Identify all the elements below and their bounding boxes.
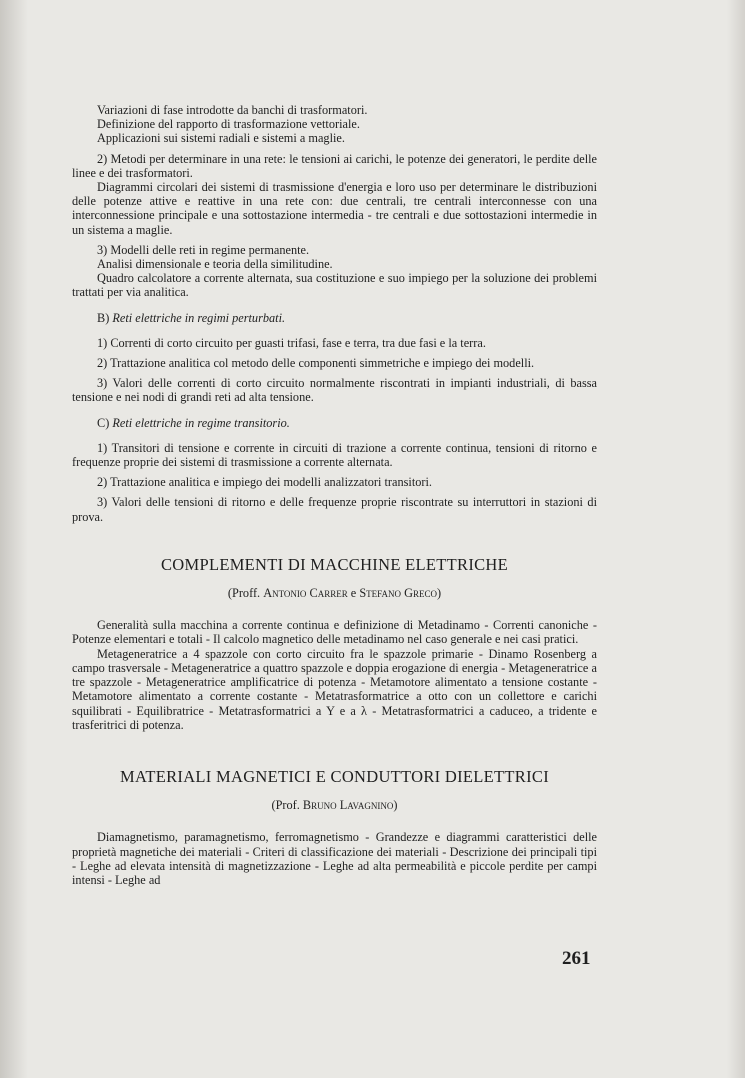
section-c-heading — [72, 416, 597, 430]
page-content — [72, 103, 597, 887]
course-1-paragraph-2: Metageneratrice a 4 spazzole con corto circuito fra le spazzole primarie - Dinamo Rosenberg a campo trasversale - Metageneratrice a quattro spazzole e doppia erogazione di energia - Metageneratrice a tre spazzole - Metageneratrice amplificatrice di potenza - Metamotore alimentato a tensione costante - Metamotore alimentato a corrente costante - Metatrasformatrice a otto con un collettore e carichi squilibrati - Equilibratrice - Metatrasformatrici a Y e a λ - Metatrasformatrici a caduceo, a tridente e trasferitrici di potenza. — [72, 646, 597, 732]
section-b-item-3: 3) Valori delle correnti di corto circuito normalmente riscontrati in impianti industriali, di bassa tensione e nei nodi di grandi reti ad alta tensione. — [72, 376, 597, 405]
page-number: 261 — [562, 948, 591, 969]
intro-line-3: Applicazioni sui sistemi radiali e sistemi a maglie. — [97, 131, 345, 146]
section-b-title: Reti elettriche in regimi perturbati. — [112, 310, 286, 325]
course-2-professor — [72, 798, 597, 812]
section-b-prefix: B) — [97, 310, 110, 325]
item-a3-analysis: Analisi dimensionale e teoria della similitudine. — [97, 257, 333, 272]
course-1-prof-join: e — [350, 586, 357, 601]
item-a3-calculator: Quadro calcolatore a corrente alternata, sua costituzione e suo impiego per la soluzione dei problemi trattati per via analitica. — [72, 271, 597, 300]
course-1-prof-name-1: Antonio Carrer — [263, 586, 348, 601]
course-2-prof-prefix: (Prof. — [271, 798, 300, 813]
course-2-paragraph-1: Diamagnetismo, paramagnetismo, ferromagnetismo - Grandezze e diagrammi caratteristici delle proprietà magnetiche dei materiali - Criteri di classificazione dei materiali - Descrizione dei principali tipi - Leghe ad elevata intensità di magnetizzazione - Leghe ad alta permeabilità e piccole perdite per campi intensi - Leghe ad — [72, 830, 597, 887]
item-a3: 3) Modelli delle reti in regime permanente. — [97, 242, 310, 257]
intro-line-2: Definizione del rapporto di trasformazione vettoriale. — [97, 117, 360, 132]
section-b-item-2: 2) Trattazione analitica col metodo delle componenti simmetriche e impiego dei modelli. — [97, 356, 535, 371]
course-2-title: MATERIALI MAGNETICI E CONDUTTORI DIELETTRICI — [119, 766, 549, 786]
intro-line-1: Variazioni di fase introdotte da banchi di trasformatori. — [97, 103, 368, 117]
section-c-title: Reti elettriche in regime transitorio. — [112, 415, 290, 430]
course-1-title: COMPLEMENTI DI MACCHINE ELETTRICHE — [160, 554, 509, 574]
course-1-prof-name-2: Stefano Greco — [359, 586, 437, 601]
course-2-prof-suffix: ) — [393, 798, 398, 813]
course-2-prof-name: Bruno Lavagnino — [302, 798, 394, 813]
section-c-item-2: 2) Trattazione analitica e impiego dei modelli analizzatori transitori. — [97, 475, 432, 490]
item-a2-diagrams: Diagrammi circolari dei sistemi di trasmissione d'energia e loro uso per determinare le distribuzioni delle potenze attive e reattive in una rete con: due centrali, tre centrali interconnesse con una interconnessione principale e una sottostazione intermedia - tre centrali e due sottostazioni intermedie in un sistema a maglie. — [72, 180, 597, 237]
course-1-prof-prefix: (Proff. — [227, 586, 261, 601]
course-1-prof-suffix: ) — [436, 586, 442, 601]
section-c-item-3: 3) Valori delle tensioni di ritorno e delle frequenze proprie riscontrate su interruttori in stazioni di prova. — [72, 495, 597, 524]
section-b-item-1: 1) Correnti di corto circuito per guasti trifasi, fase e terra, tra due fasi e la terra. — [97, 335, 486, 350]
section-b-heading — [72, 311, 597, 325]
item-a2: 2) Metodi per determinare in una rete: le tensioni ai carichi, le potenze dei generatori, le perdite delle linee e dei trasformatori. — [72, 151, 597, 180]
course-1-professors — [72, 586, 597, 600]
section-c-prefix: C) — [97, 415, 110, 430]
course-1-paragraph-1: Generalità sulla macchina a corrente continua e definizione di Metadinamo - Correnti canoniche - Potenze elementari e totali - Il calcolo magnetico delle metadinamo nel caso generale e nei casi pratici. — [72, 618, 597, 647]
section-c-item-1: 1) Transitori di tensione e corrente in circuiti di trazione a corrente continua, tensioni di ritorno e frequenze proprie dei sistemi di trasmissione a corrente alternata. — [72, 440, 597, 470]
